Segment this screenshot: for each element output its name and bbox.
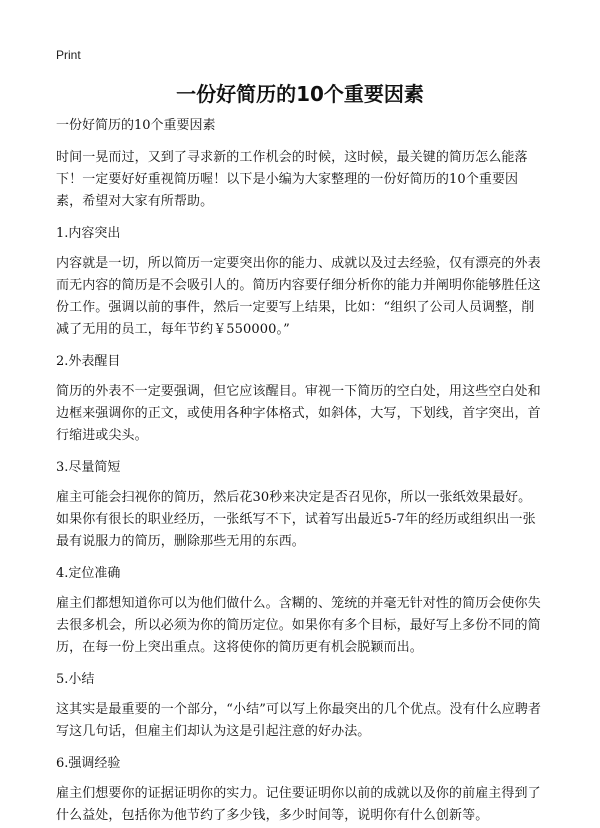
section-body-6: 雇主们想要你的证据证明你的实力。记住要证明你以前的成就以及你的前雇主得到了什么益处，包括你为他节约了多少钱，多少时间等，说明你有什么创新等。 <box>56 786 541 823</box>
intro-paragraph: 时间一晃而过，又到了寻求新的工作机会的时候，这时候，最关键的简历怎么能落下！一定要好好重视简历喔！以下是小编为大家整理的一份好简历的10个重要因素，希望对大家有所帮助。 <box>56 150 528 209</box>
document-subtitle: 一份好简历的10个重要因素 <box>56 118 216 133</box>
section-heading-5: 5.小结 <box>56 672 95 687</box>
print-link[interactable]: Print <box>56 48 81 62</box>
section-body-5: 这其实是最重要的一个部分，“小结”可以写上你最突出的几个优点。没有什么应聘者写这几句话，但雇主们却认为这是引起注意的好办法。 <box>56 702 542 739</box>
section-body-2: 简历的外表不一定要强调，但它应该醒目。审视一下简历的空白处，用这些空白处和边框来强调你的正文，或使用各种字体格式，如斜体，大写，下划线，首字突出，首行缩进或尖头。 <box>56 384 541 443</box>
section-heading-2: 2.外表醒目 <box>56 354 121 369</box>
section-body-1: 内容就是一切，所以简历一定要突出你的能力、成就以及过去经验，仅有漂亮的外表而无内容的简历是不会吸引人的。简历内容要仔细分析你的能力并阐明你能够胜任这份工作。强调以前的事件，然后一定要写上结果，比如：“组织了公司人员调整，削减了无用的员工，每年节约￥550000。” <box>56 256 541 337</box>
section-heading-4: 4.定位准确 <box>56 566 121 581</box>
document-title: 一份好简历的10个重要因素 <box>176 82 424 106</box>
section-heading-6: 6.强调经验 <box>56 756 121 771</box>
section-body-4: 雇主们都想知道你可以为他们做什么。含糊的、笼统的并毫无针对性的简历会使你失去很多机会，所以必须为你的简历定位。如果你有多个目标，最好写上多份不同的简历，在每一份上突出重点。这将使你的简历更有机会脱颖而出。 <box>56 596 541 655</box>
section-heading-1: 1.内容突出 <box>56 226 121 241</box>
section-body-3: 雇主可能会扫视你的简历，然后花30秒来决定是否召见你，所以一张纸效果最好。如果你有很长的职业经历，一张纸写不下，试着写出最近5-7年的经历或组织出一张最有说服力的简历，删除那些无用的东西。 <box>56 490 536 549</box>
section-heading-3: 3.尽量简短 <box>56 460 121 475</box>
